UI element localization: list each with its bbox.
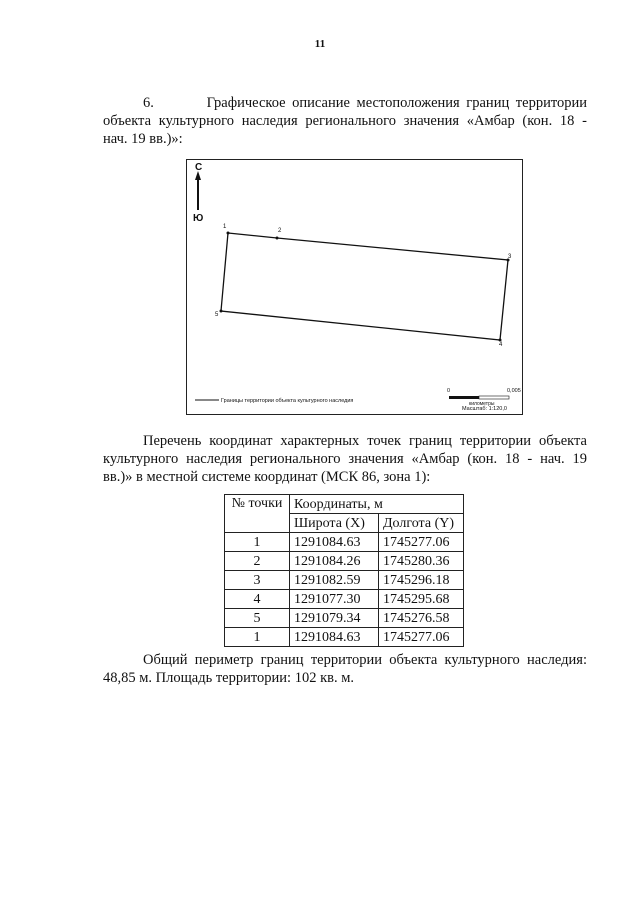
summary-line-1: Общий периметр границ территории объекта культурного наследия:: [143, 652, 587, 668]
cell-latitude: 1291082.59: [290, 571, 379, 590]
cell-point: 5: [225, 609, 290, 628]
summary-line-2: 48,85 м. Площадь территории: 102 кв. м.: [103, 670, 355, 686]
boundary-point-2: [276, 237, 279, 240]
perimeter-summary: [103, 651, 587, 687]
cell-longitude: 1745280.36: [379, 552, 464, 571]
point-label-1: 1: [223, 224, 227, 230]
point-label-3: 3: [508, 254, 512, 260]
table-row: [225, 609, 464, 628]
legend-label: Границы территории объекта культурного наследия: [221, 398, 354, 404]
cell-point: 2: [225, 552, 290, 571]
table-row: [225, 628, 464, 647]
scale-start-label: 0: [447, 388, 451, 394]
section-title-line-3: нач. 19 вв.)»:: [103, 131, 183, 147]
north-arrow-icon: [195, 171, 201, 210]
scale-end-label: 0,005: [507, 388, 521, 394]
scale-bar: [449, 396, 509, 399]
coordinates-table: [224, 494, 464, 647]
cell-latitude: 1291079.34: [290, 609, 379, 628]
cell-longitude: 1745276.58: [379, 609, 464, 628]
boundary-point-1: [227, 232, 230, 235]
coordinates-intro-line-1: Перечень координат характерных точек границ территории объекта: [143, 433, 587, 449]
cell-point: 1: [225, 628, 290, 647]
table-row: [225, 590, 464, 609]
cell-latitude: 1291084.63: [290, 628, 379, 647]
north-label: С: [195, 162, 203, 173]
map-drawing: [187, 160, 524, 416]
boundary-map: [186, 159, 523, 415]
coordinates-intro-line-3: вв.)» в местной системе координат (МСК 86, зона 1):: [103, 469, 431, 485]
cell-longitude: 1745277.06: [379, 628, 464, 647]
header-longitude: Долгота (Y): [379, 514, 464, 533]
cell-longitude: 1745295.68: [379, 590, 464, 609]
south-label: Ю: [193, 213, 204, 224]
table-row: [225, 571, 464, 590]
table-row: [225, 533, 464, 552]
cell-longitude: 1745296.18: [379, 571, 464, 590]
coordinates-intro: [103, 432, 587, 486]
point-label-2: 2: [278, 228, 282, 234]
scale-ratio-label: Масштаб: 1:120,0: [462, 406, 507, 412]
section-title-line-1: 6. Графическое описание местоположения границ территории: [143, 95, 587, 111]
cell-latitude: 1291084.63: [290, 533, 379, 552]
point-label-5: 5: [215, 312, 219, 318]
cell-longitude: 1745277.06: [379, 533, 464, 552]
section-title-line-2: объекта культурного наследия регионального значения «Амбар (кон. 18 -: [103, 113, 587, 129]
header-point: № точки: [225, 495, 290, 533]
cell-latitude: 1291084.26: [290, 552, 379, 571]
table-header-row: [225, 495, 464, 514]
scale-unit-label: километры: [469, 401, 495, 407]
cell-latitude: 1291077.30: [290, 590, 379, 609]
boundary-point-5: [220, 310, 223, 313]
cell-point: 1: [225, 533, 290, 552]
header-coordinates: Координаты, м: [290, 495, 464, 514]
cell-point: 4: [225, 590, 290, 609]
boundary-polygon: [221, 233, 508, 340]
header-latitude: Широта (X): [290, 514, 379, 533]
table-row: [225, 552, 464, 571]
point-label-4: 4: [499, 342, 503, 348]
page-number: 11: [314, 38, 326, 50]
section-title: [103, 94, 587, 148]
cell-point: 3: [225, 571, 290, 590]
coordinates-intro-line-2: культурного наследия регионального значения «Амбар (кон. 18 - нач. 19: [103, 451, 587, 467]
